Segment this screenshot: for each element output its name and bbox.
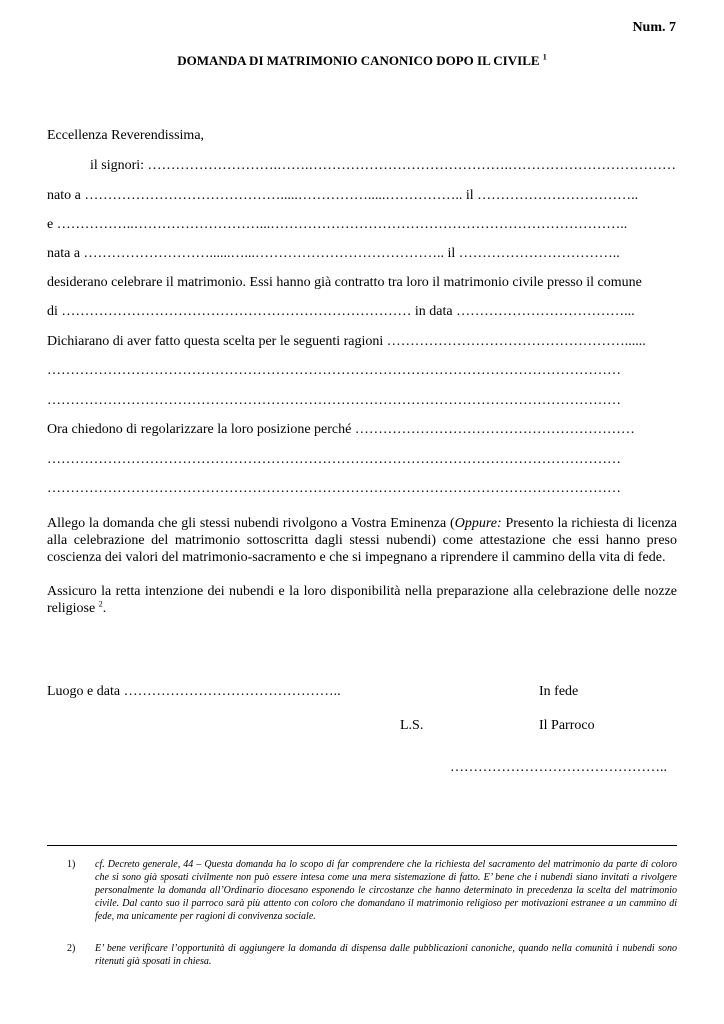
footnote-1-text: cf. Decreto generale, 44 – Questa domanda ha lo scopo di far comprendere che la richiesta del sacramento del matrimonio da parte di coloro che si sono già sposati civilmente non può essere intesa come una mera sistemazione di fatto. E’ bene che i nubendi siano invitati a rivolgere personalmente la domanda all’Ordinario diocesano esponendo le circostanze che hanno determinato in precedenza la scelta del matrimonio civile. Dal canto suo il parroco sarà più attento con coloro che domandano il matrimonio religioso per motivazioni estranee a un cammino di fede, ma unicamente per ragioni di convivenza sociale. (95, 859, 677, 922)
luogo-data-line: Luogo e data ……………………………………….. (47, 684, 341, 699)
allego-text-2: Presento la richiesta di licenza alla celebrazione del matrimonio sottoscritta dagli stessi nubendi) come attestazione che essi hanno preso coscienza dei valori del matrimonio-sacramento e che si impegnano a riprendere il cammino della vita di fede. (47, 516, 678, 565)
document-number: Num. 7 (632, 20, 676, 35)
signori-line: il signori: ……………………….…….…………………………………….……………………………… (90, 158, 677, 173)
footnote-2 (47, 942, 677, 968)
salutation: Eccellenza Reverendissima, (47, 128, 205, 143)
nato-line: nato a …………………………………….....…………….....…………….. il …………………………….. (47, 188, 639, 203)
blank-line-2: …………………………………………………………………………………………………………… (47, 393, 621, 408)
footnote-1-number: 1) (67, 859, 76, 870)
ls-label: L.S. (400, 718, 424, 733)
assicuro-footnote-ref: 2 (98, 599, 103, 609)
ora-chiedono-line: Ora chiedono di regolarizzare la loro posizione perché …………………………………………………… (47, 422, 635, 437)
in-fede-label: In fede (539, 684, 579, 699)
assicuro-text: Assicuro la retta intenzione dei nubendi e la loro disponibilità nella preparazione alla celebrazione delle nozze religiose (47, 584, 677, 616)
title-footnote-ref: 1 (542, 52, 547, 62)
e-line: e ……………..………………………...………………………………………………………………….. (47, 217, 628, 232)
allego-paragraph (47, 515, 677, 566)
assicuro-end: . (102, 601, 107, 616)
desiderano-line: desiderano celebrare il matrimonio. Essi hanno già contratto tra loro il matrimonio civile presso il comune (47, 275, 642, 290)
footnote-2-text: E’ bene verificare l’opportunità di aggiungere la domanda di dispensa dalle pubblicazioni canoniche, quando nella comunità i nubendi sono ritenuti già sposati in chiesa. (95, 943, 677, 967)
footnote-divider (47, 845, 677, 846)
assicuro-paragraph (47, 583, 677, 617)
signature-line: ……………………………………….. (450, 760, 667, 775)
comune-data-line: di ………………………………………………………………… in data ………………………………... (47, 304, 635, 319)
dichiarano-line: Dichiarano di aver fatto questa scelta per le seguenti ragioni ……………………………………………...... (47, 334, 646, 349)
blank-line-3: …………………………………………………………………………………………………………… (47, 452, 621, 467)
blank-line-4: …………………………………………………………………………………………………………… (47, 481, 621, 496)
allego-text-1: Allego la domanda che gli stessi nubendi rivolgono a Vostra Eminenza ( (47, 516, 455, 531)
nata-line: nata a ………………………......…...………………………………….. il …………………………….. (47, 246, 620, 261)
footnote-2-number: 2) (67, 943, 76, 954)
title-text: DOMANDA DI MATRIMONIO CANONICO DOPO IL CIVILE (177, 53, 540, 68)
document-title (0, 53, 724, 69)
blank-line-1: …………………………………………………………………………………………………………… (47, 363, 621, 378)
footnote-1 (47, 858, 677, 923)
oppure-label: Oppure: (454, 516, 502, 531)
parroco-label: Il Parroco (539, 718, 595, 733)
